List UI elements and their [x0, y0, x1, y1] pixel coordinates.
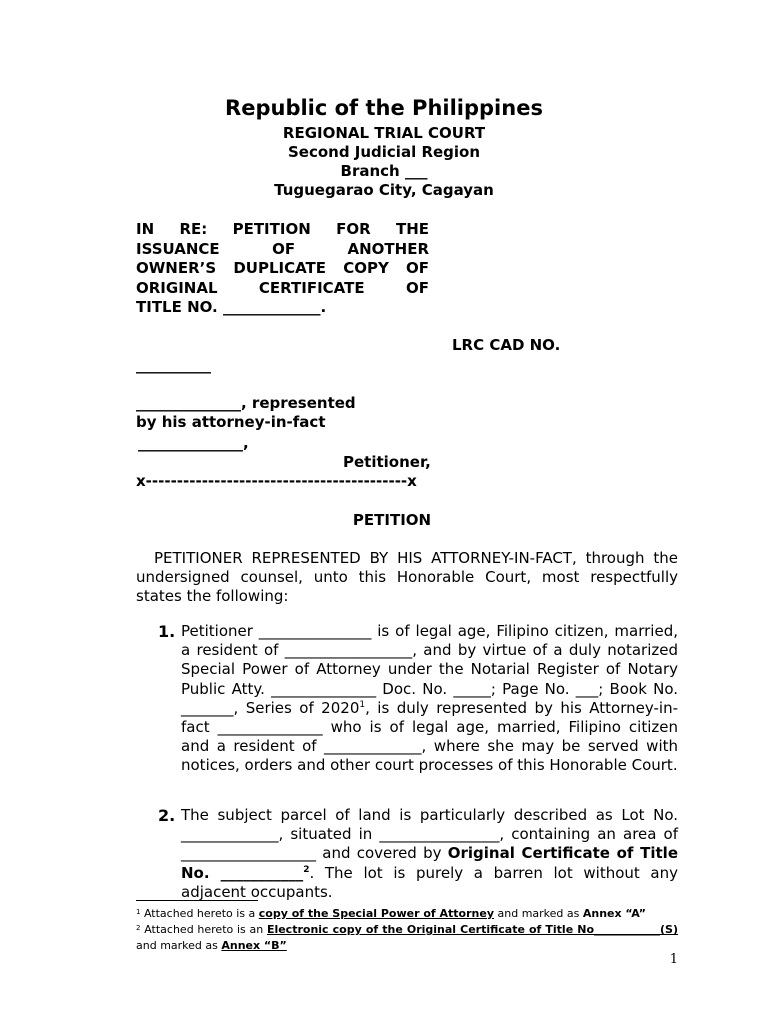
footnote-text: and marked as	[136, 938, 222, 952]
intro-lead: PETITIONER REPRESENTED BY HIS ATTORNEY-IN-FACT,	[154, 549, 577, 567]
case-caption	[136, 220, 429, 318]
petitioner-name-line: ______________, represented	[136, 394, 356, 412]
petitioner-label: Petitioner,	[343, 453, 431, 471]
paragraph-body	[181, 806, 678, 902]
caption-line: ORIGINAL CERTIFICATE OF	[136, 278, 429, 297]
page-number: 1	[669, 952, 678, 967]
numbered-paragraph-2	[158, 806, 678, 902]
footnote-text: and marked as	[494, 907, 583, 920]
paragraph-text: , is duly represented by his Attorney-in-fact ______________ who is of legal age, married, Filipino citizen and a resident of _____________, where she may be served with notices, orders and other court processes of this Honorable Court.	[181, 698, 678, 775]
paragraph-text: . The lot is purely a barren lot without any adjacent occupants.	[181, 863, 679, 901]
footnote-1	[136, 906, 678, 922]
footnote-mark: 1	[136, 908, 141, 916]
footnote-ref-1: 1	[359, 699, 366, 710]
attorney-line: by his attorney-in-fact	[136, 413, 326, 431]
city-heading: Tuguegarao City, Cagayan	[274, 181, 494, 199]
case-number-label: LRC CAD NO.	[452, 336, 561, 354]
intro-rest: through the undersigned counsel, unto this Honorable Court, most respectfully states the following:	[136, 549, 678, 606]
paragraph-number: 1.	[158, 622, 176, 641]
paragraph-text: Petitioner _______________ is of legal age, Filipino citizen, married, a resident of _________________, and by virtue of a duly notarized Special Power of Attorney under the Notarial Register of Notary Public Atty. ______________ Doc. No. _____; Page No. ___; Book No. _______, Series of 2020	[181, 622, 678, 717]
paragraph-bold-text: Original Certificate of Title No. ___________	[181, 844, 679, 882]
footnote-text: Attached hereto is an	[144, 923, 267, 936]
caption-line: IN RE: PETITION FOR THE	[136, 220, 429, 238]
numbered-paragraph-1	[158, 622, 678, 776]
caption-line: OWNER’S DUPLICATE COPY OF	[136, 259, 429, 277]
branch-heading: Branch ___	[340, 162, 428, 180]
footnote-text: Attached hereto is a	[143, 907, 259, 920]
caption-line: ISSUANCE OF ANOTHER	[136, 239, 429, 258]
footnote-2	[136, 922, 678, 953]
footnote-mark: 2	[136, 924, 141, 932]
caption-line: TITLE NO. _____________.	[136, 298, 327, 316]
footnote-ref-2: 2	[303, 864, 310, 875]
footnote-link: copy of the Special Power of Attorney	[258, 907, 494, 920]
attorney-name-line: ______________,	[138, 434, 249, 452]
region-heading: Second Judicial Region	[287, 143, 481, 161]
paragraph-body	[181, 622, 678, 776]
paragraph-text: The subject parcel of land is particularly described as Lot No. _____________, situated in ________________, containing an area of __________________ and covered by	[181, 806, 678, 863]
paragraph-number: 2.	[158, 806, 176, 825]
intro-paragraph	[136, 549, 678, 607]
case-number-blank: __________	[136, 356, 211, 374]
country-heading: Republic of the Philippines	[225, 96, 543, 120]
document-title: PETITION	[352, 511, 432, 529]
court-heading: REGIONAL TRIAL COURT	[282, 124, 486, 142]
footnote-link: Electronic copy of the Original Certificate of Title No____________(S)	[266, 923, 678, 936]
annex-label: Annex “A”	[582, 907, 646, 920]
footnote-separator	[136, 900, 258, 901]
caption-separator: x------------------------------------------x	[136, 472, 417, 490]
annex-label: Annex “B”	[221, 938, 287, 952]
